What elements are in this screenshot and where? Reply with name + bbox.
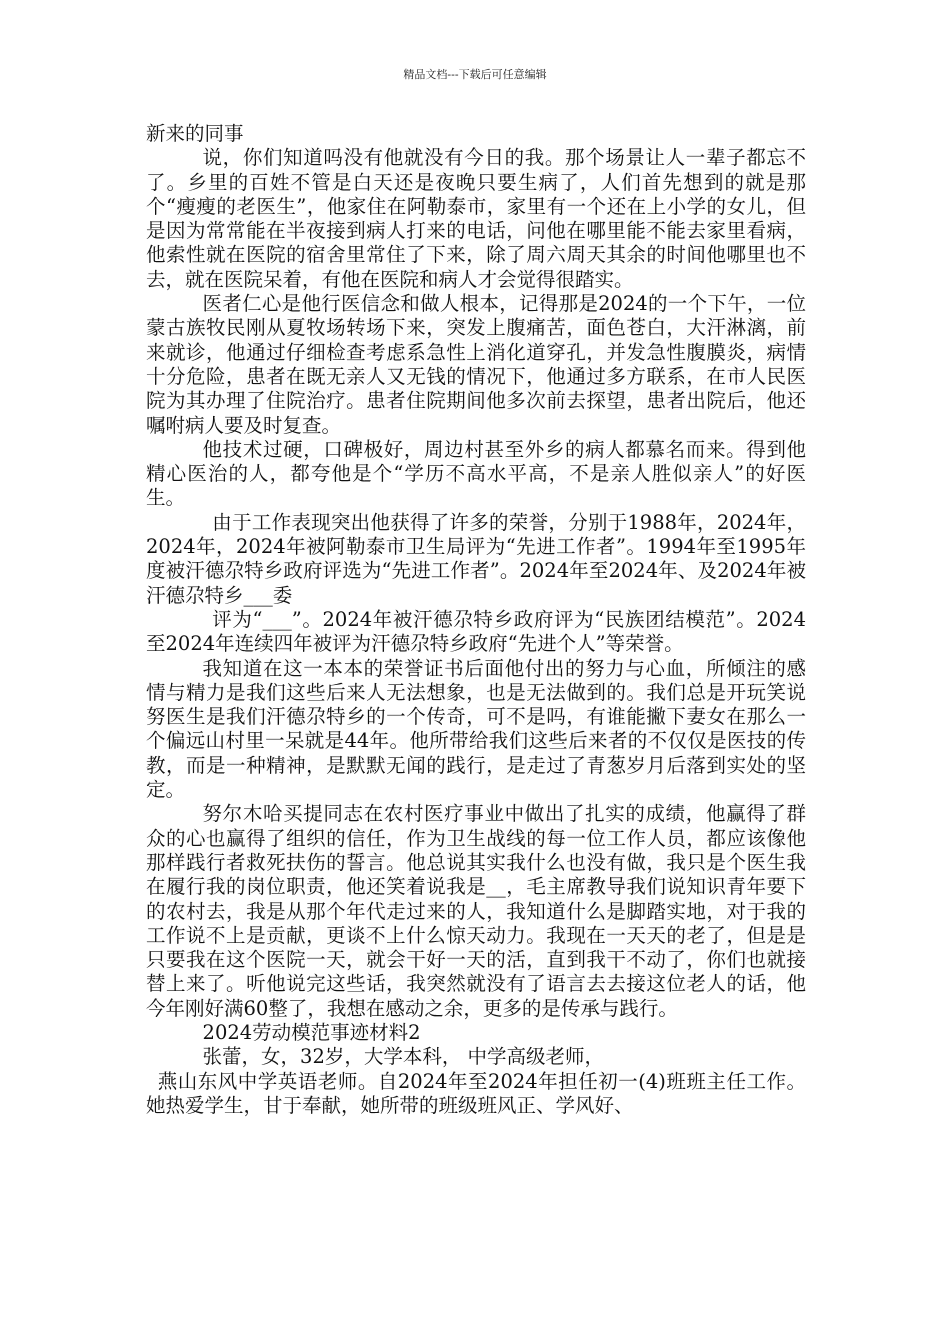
paragraph: 我知道在这一本本的荣誉证书后面他付出的努力与心血，所倾注的感情与精力是我们这些后来人无法想象，也是无法做到的。我们总是开玩笑说努医生是我们汗德尕特乡的一个传奇，可不是吗，有谁能撇下妻女在那么一个偏远山村里一呆就是44年。他所带给我们这些后来者的不仅仅是医技的传教，而是一种精神，是默默无闻的践行，是走过了青葱岁月后落到实处的坚定。 [146, 656, 806, 802]
paragraph: 由于工作表现突出他获得了许多的荣誉，分别于1988年，2024年，2024年，2024年被阿勒泰市卫生局评为“先进工作者”。1994年至1995年度被汗德尕特乡政府评选为“先进工作者”。2024年至2024年、及2024年被汗德尕特乡___委 [146, 510, 806, 607]
page-header-note: 精品文档---下载后可任意编辑 [403, 68, 547, 81]
paragraph: 张蕾，女，32岁，大学本科， 中学高级老师， [202, 1045, 605, 1069]
paragraph: 医者仁心是他行医信念和做人根本，记得那是2024的一个下午，一位蒙古族牧民刚从夏牧场转场下来，突发上腹痛苦，面色苍白，大汗淋漓，前来就诊，他通过仔细检查考虑系急性上消化道穿孔，并发急性腹膜炎，病情十分危险，患者在既无亲人又无钱的情况下，他通过多方联系，在市人民医院为其办理了住院治疗。患者住院期间他多次前去探望，患者出院后，他还嘱咐病人要及时复查。 [146, 292, 806, 437]
section-heading: 2024劳动模范事迹材料2 [202, 1020, 421, 1044]
paragraph: 评为“___”。2024年被汗德尕特乡政府评为“民族团结模范”。2024至2024年连续四年被评为汗德尕特乡政府“先进个人”等荣誉。 [146, 607, 806, 656]
document-body [146, 122, 806, 1118]
paragraph: 燕山东风中学英语老师。自2024年至2024年担任初一(4)班班主任工作。她热爱学生，甘于奉献，她所带的班级班风正、学风好、 [146, 1069, 806, 1117]
paragraph: 努尔木哈买提同志在农村医疗事业中做出了扎实的成绩，他赢得了群众的心也赢得了组织的信任，作为卫生战线的每一位工作人员，都应该像他那样践行者救死扶伤的誓言。他总说其实我什么也没有做，我只是个医生我在履行我的岗位职责，他还笑着说我是__，毛主席教导我们说知识青年要下的农村去，我是从那个年代走过来的人，我知道什么是脚踏实地，对于我的工作说不上是贡献，更谈不上什么惊天动力。我现在一天天的老了，但是是只要我在这个医院一天，就会干好一天的活，直到我干不动了，你们也就接替上来了。听他说完这些话，我突然就没有了语言去去接这位老人的话，他今年刚好满60整了，我想在感动之余，更多的是传承与践行。 [146, 802, 806, 1020]
document-title: 新来的同事 [146, 122, 244, 145]
paragraph: 他技术过硬，口碑极好，周边村甚至外乡的病人都慕名而来。得到他精心医治的人，都夸他是个“学历不高水平高，不是亲人胜似亲人”的好医生。 [146, 437, 806, 510]
paragraph: 说，你们知道吗没有他就没有今日的我。那个场景让人一辈子都忘不了。乡里的百姓不管是白天还是夜晚只要生病了，人们首先想到的就是那个“瘦瘦的老医生”，他家住在阿勒泰市，家里有一个还在上小学的女儿，但是因为常常能在半夜接到病人打来的电话，问他在哪里能不能去家里看病，他索性就在医院的宿舍里常住了下来，除了周六周天其余的时间他哪里也不去，就在医院呆着，有他在医院和病人才会觉得很踏实。 [146, 146, 806, 291]
